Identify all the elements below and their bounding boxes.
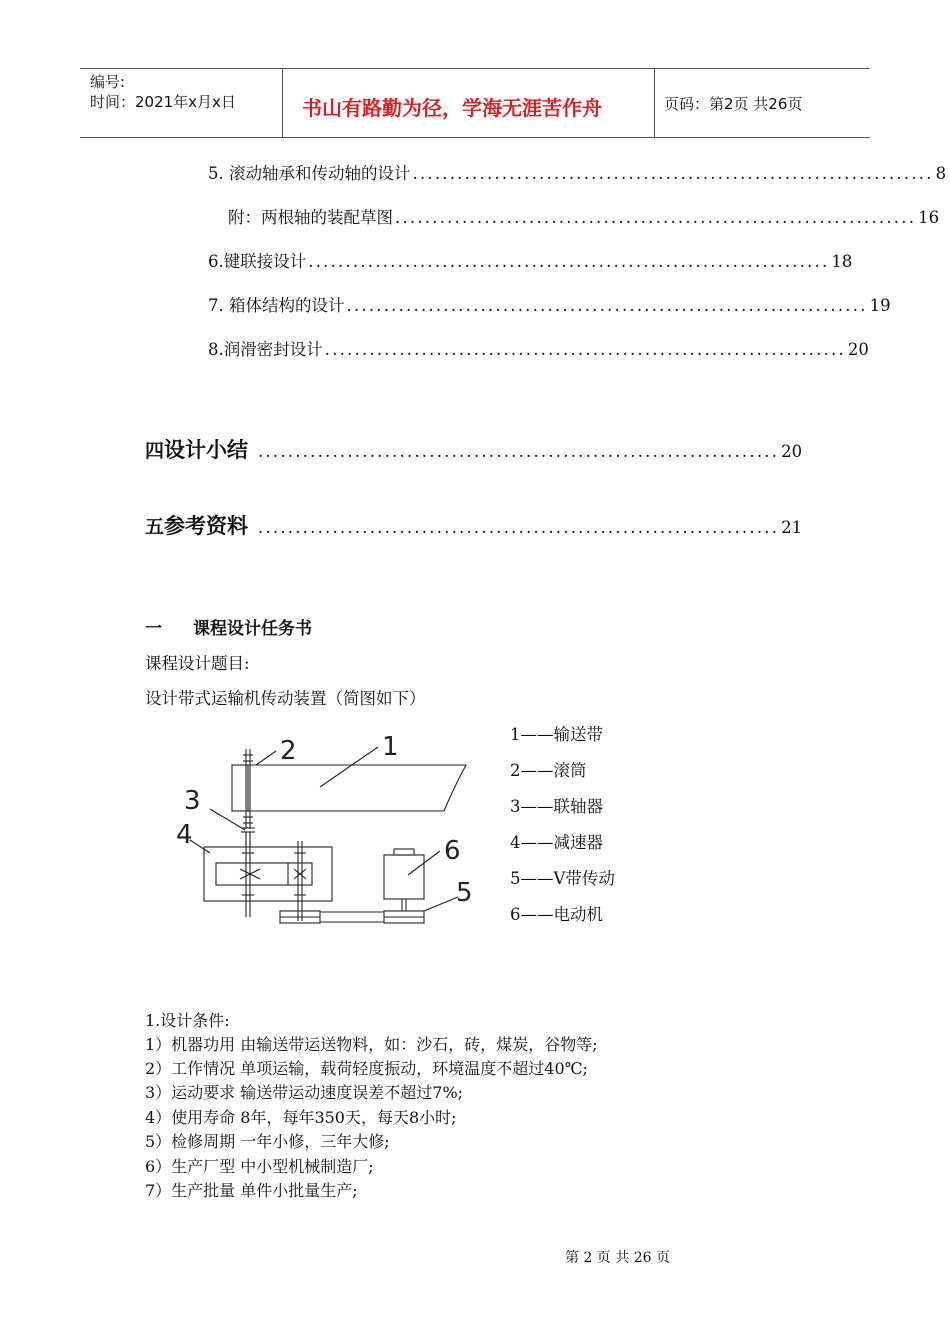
- callout-5: 5: [456, 878, 473, 908]
- header-page-info: 页码：第2页 共26页: [664, 95, 803, 113]
- section-number: 一: [145, 619, 162, 639]
- header-divider: [654, 69, 655, 137]
- condition-item: 6）生产厂型 中小型机械制造厂;: [145, 1157, 374, 1176]
- toc-entry-label: 5. 滚动轴承和传动轴的设计: [208, 164, 411, 183]
- callout-1: 1: [382, 732, 399, 762]
- conveyor-belt-shape: [232, 765, 466, 811]
- condition-item: 1）机器功用 由输送带运送物料，如：沙石，砖，煤炭，谷物等;: [145, 1035, 598, 1054]
- callout-6: 6: [444, 836, 461, 866]
- toc-entry-page: 18: [831, 252, 853, 271]
- toc-entry[interactable]: [228, 204, 940, 228]
- legend-item: 6——电动机: [510, 905, 603, 924]
- legend-item: 4——减速器: [510, 833, 603, 852]
- toc-entry-page: 20: [847, 340, 869, 359]
- header-motto: 书山有路勤为径，学海无涯苦作舟: [302, 96, 602, 120]
- callout-2: 2: [280, 736, 297, 766]
- toc-chapter-number: 五: [145, 516, 165, 538]
- callout-4: 4: [176, 820, 193, 850]
- legend-item: 2——滚筒: [510, 761, 587, 780]
- legend-item: 5——V带传动: [510, 869, 615, 888]
- toc-leader-dots: ......................................................................: [346, 296, 868, 315]
- toc-chapter[interactable]: [145, 510, 803, 540]
- condition-item: 2）工作情况 单项运输，载荷轻度振动，环境温度不超过40℃;: [145, 1059, 588, 1078]
- toc-entry[interactable]: [208, 336, 869, 360]
- toc-entry-page: 8: [935, 164, 947, 183]
- toc-chapter-number: 四: [145, 440, 165, 462]
- toc-entry-page: 16: [918, 208, 940, 227]
- toc-entry-label: 附：两根轴的装配草图: [228, 208, 393, 227]
- serial-label: 编号:: [90, 73, 126, 91]
- toc-chapter[interactable]: [145, 434, 803, 464]
- toc-entry[interactable]: [208, 292, 891, 316]
- toc-leader-dots: ......................................................................: [324, 340, 846, 359]
- toc-leader-dots: ......................................................................: [308, 252, 830, 271]
- toc-leader-dots: ......................................................................: [258, 518, 780, 537]
- reducer-box-shape: [204, 847, 332, 901]
- time-label: 时间：2021年x月x日: [90, 93, 236, 111]
- page-footer: 第 2 页 共 26 页: [565, 1250, 670, 1266]
- toc-chapter-page: 21: [781, 518, 803, 537]
- motor-shape: [384, 855, 424, 899]
- conditions-title: 1.设计条件:: [145, 1011, 230, 1030]
- page-header: [80, 68, 870, 138]
- toc-leader-dots: ......................................................................: [412, 164, 934, 183]
- legend-item: 3——联轴器: [510, 797, 603, 816]
- toc-entry-label: 8.润滑密封设计: [208, 340, 323, 359]
- toc-entry-label: 6.键联接设计: [208, 252, 307, 271]
- condition-item: 4）使用寿命 8年，每年350天，每天8小时;: [145, 1108, 457, 1127]
- toc-leader-dots: ......................................................................: [258, 442, 780, 461]
- section-title: 课程设计任务书: [193, 619, 312, 639]
- toc-entry-page: 19: [869, 296, 891, 315]
- transmission-diagram: [170, 725, 500, 935]
- toc-entry[interactable]: [208, 160, 947, 184]
- header-divider: [282, 69, 283, 137]
- toc-entry[interactable]: [208, 248, 853, 272]
- toc-entry-label: 7. 箱体结构的设计: [208, 296, 345, 315]
- subject-text: 设计带式运输机传动装置（简图如下）: [145, 689, 426, 708]
- toc-chapter-label: 设计小结: [164, 438, 249, 462]
- subject-label: 课程设计题目:: [145, 654, 250, 673]
- condition-item: 3）运动要求 输送带运动速度误差不超过7%;: [145, 1083, 464, 1102]
- condition-item: 7）生产批量 单件小批量生产;: [145, 1181, 358, 1200]
- toc-chapter-page: 20: [781, 442, 803, 461]
- toc-leader-dots: ......................................................................: [395, 208, 917, 227]
- condition-item: 5）检修周期 一年小修，三年大修;: [145, 1132, 390, 1151]
- legend-item: 1——输送带: [510, 725, 603, 744]
- toc-chapter-label: 参考资料: [164, 514, 249, 538]
- callout-3: 3: [184, 786, 201, 816]
